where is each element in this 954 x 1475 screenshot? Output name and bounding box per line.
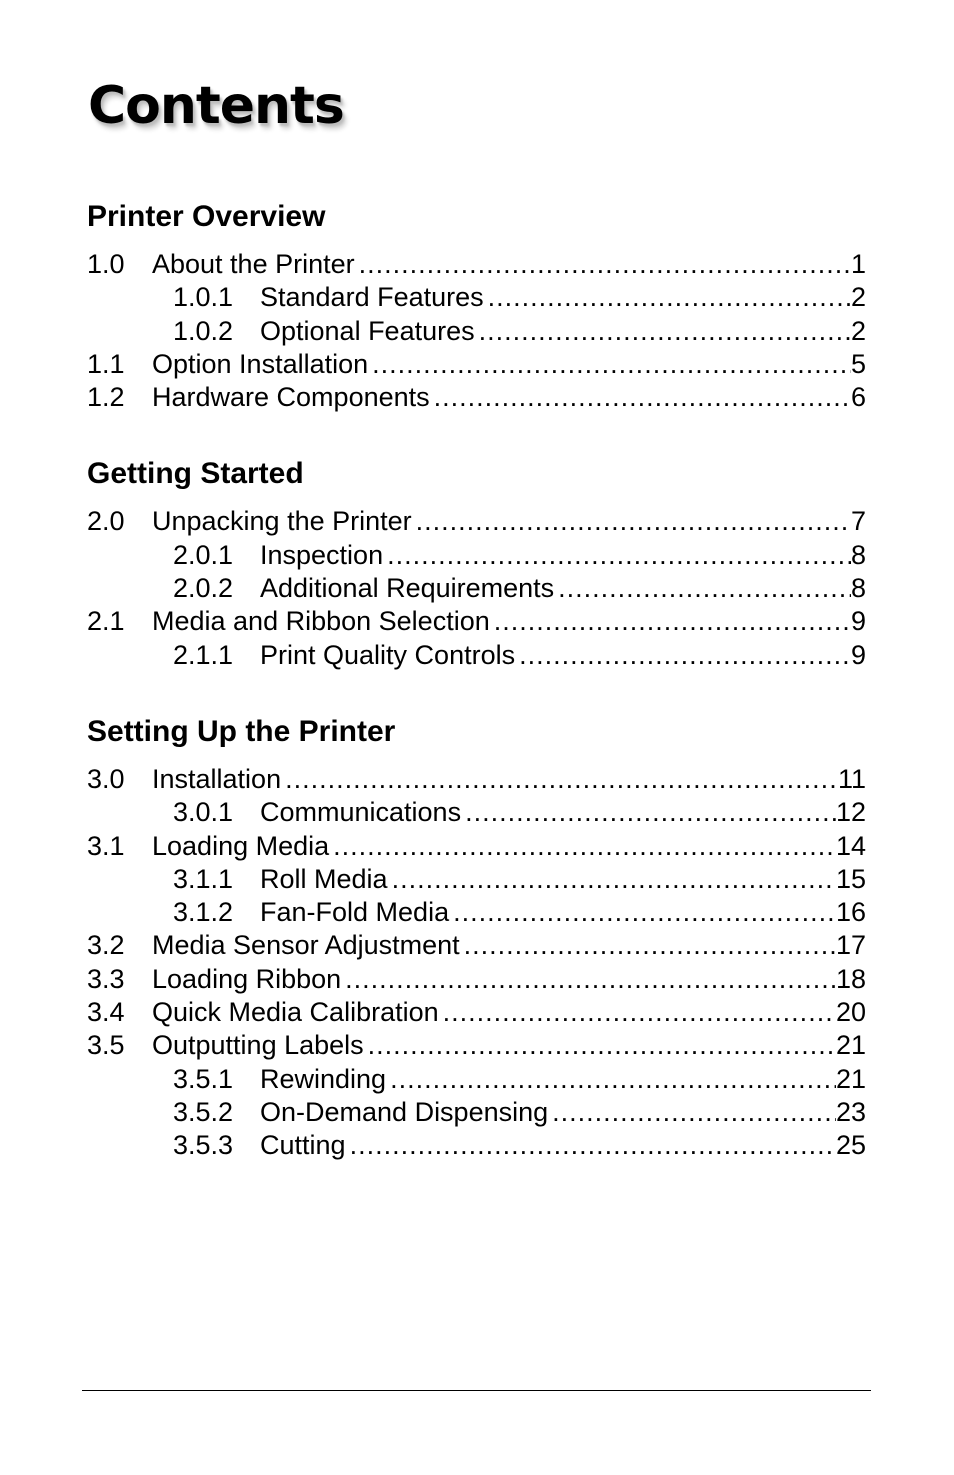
footer-divider (82, 1390, 871, 1391)
entry-title: Media and Ribbon Selection (152, 606, 490, 637)
dot-leader (434, 381, 851, 414)
entry-page-number: 21 (835, 1063, 866, 1094)
entry-number: 3.1.1 (173, 863, 234, 894)
toc-entry[interactable] (87, 863, 866, 896)
entry-number: 3.5 (87, 1030, 125, 1061)
dot-leader (494, 605, 851, 638)
dot-leader (464, 929, 836, 962)
entry-title: Loading Media (152, 830, 330, 861)
toc-entry[interactable] (87, 315, 866, 348)
table-of-contents (87, 195, 866, 1201)
entry-page-number: 25 (835, 1130, 866, 1161)
dot-leader (368, 1029, 836, 1062)
entry-title: Media Sensor Adjustment (152, 930, 460, 961)
entry-page-number: 8 (850, 539, 866, 570)
entry-title: Option Installation (152, 348, 369, 379)
dot-leader (390, 1063, 836, 1096)
toc-entry[interactable] (87, 1129, 866, 1162)
entry-number: 3.5.1 (173, 1063, 234, 1094)
entry-number: 3.2 (87, 930, 125, 961)
dot-leader (387, 539, 851, 572)
entry-page-number: 5 (850, 348, 866, 379)
dot-leader (359, 248, 851, 281)
entry-title: Rewinding (260, 1063, 387, 1094)
entry-title: Loading Ribbon (152, 963, 342, 994)
entry-number: 2.0.1 (173, 539, 234, 570)
entry-number: 3.1 (87, 830, 125, 861)
entry-number: 3.4 (87, 997, 125, 1028)
dot-leader (443, 996, 836, 1029)
dot-leader (392, 863, 836, 896)
dot-leader (519, 639, 851, 672)
entry-title: Optional Features (260, 315, 475, 346)
entry-title: Quick Media Calibration (152, 997, 439, 1028)
entry-page-number: 15 (835, 863, 866, 894)
dot-leader (465, 796, 836, 829)
entry-page-number: 21 (835, 1030, 866, 1061)
entry-page-number: 1 (850, 249, 866, 279)
entry-number: 1.0.2 (173, 315, 234, 346)
entry-title: Unpacking the Printer (152, 506, 412, 537)
entry-page-number: 23 (835, 1096, 866, 1127)
dot-leader (416, 505, 851, 538)
entry-title: On-Demand Dispensing (260, 1096, 549, 1127)
entry-page-number: 9 (850, 606, 866, 637)
dot-leader (552, 1096, 836, 1129)
entry-number: 3.0.1 (173, 797, 234, 828)
toc-entry[interactable] (87, 572, 866, 605)
entry-number: 2.0.2 (173, 573, 234, 604)
entry-number: 3.5.2 (173, 1096, 234, 1127)
dot-leader (345, 963, 836, 996)
entry-page-number: 16 (835, 897, 866, 928)
entry-number: 1.1 (87, 348, 125, 379)
page-title: Contents (88, 76, 344, 136)
entry-page-number: 2 (850, 315, 866, 346)
entry-number: 3.5.3 (173, 1130, 234, 1161)
toc-entry[interactable] (87, 896, 866, 929)
toc-entry[interactable] (87, 1063, 866, 1096)
entry-page-number: 17 (835, 930, 866, 961)
entry-title: Inspection (260, 539, 384, 570)
section-heading: Getting Started (87, 457, 304, 491)
section-heading: Setting Up the Printer (87, 714, 396, 748)
dot-leader (479, 315, 851, 348)
entry-title: About the Printer (152, 249, 355, 279)
toc-entry[interactable] (87, 1029, 866, 1062)
dot-leader (488, 281, 851, 314)
entry-page-number: 8 (850, 573, 866, 604)
dot-leader (333, 830, 836, 863)
toc-entry[interactable] (87, 996, 866, 1029)
entry-page-number: 18 (835, 963, 866, 994)
dot-leader (372, 348, 851, 381)
entry-number: 2.1 (87, 606, 125, 637)
entry-title: Additional Requirements (260, 573, 555, 604)
entry-title: Standard Features (260, 282, 484, 313)
entry-page-number: 9 (850, 639, 866, 670)
toc-entry[interactable] (87, 963, 866, 996)
entry-page-number: 11 (837, 763, 866, 794)
entry-title: Installation (152, 763, 282, 794)
entry-page-number: 12 (835, 797, 866, 828)
entry-title: Print Quality Controls (260, 639, 516, 670)
entry-page-number: 7 (850, 506, 866, 537)
entry-number: 3.1.2 (173, 897, 234, 928)
dot-leader (558, 572, 851, 605)
toc-section (87, 452, 866, 671)
section-heading: Printer Overview (87, 200, 326, 233)
dot-leader (453, 896, 836, 929)
toc-entry[interactable] (87, 348, 866, 381)
entry-number: 1.0 (87, 249, 125, 279)
toc-entry[interactable] (87, 381, 866, 414)
toc-entry[interactable] (87, 639, 866, 672)
entry-page-number: 14 (835, 830, 866, 861)
entry-title: Hardware Components (152, 382, 430, 413)
toc-entry[interactable] (87, 763, 866, 796)
entry-title: Cutting (260, 1130, 346, 1161)
toc-entry[interactable] (87, 539, 866, 572)
toc-section (87, 710, 866, 1163)
entry-number: 2.0 (87, 506, 125, 537)
entry-title: Roll Media (260, 863, 388, 894)
toc-entry[interactable] (87, 1096, 866, 1129)
entry-number: 1.0.1 (173, 282, 234, 313)
entry-title: Outputting Labels (152, 1030, 364, 1061)
toc-entry[interactable] (87, 505, 866, 538)
toc-section (87, 195, 866, 414)
entry-number: 3.3 (87, 963, 125, 994)
entry-page-number: 6 (850, 382, 866, 413)
toc-entry[interactable] (87, 796, 866, 829)
toc-entry[interactable] (87, 830, 866, 863)
entry-number: 1.2 (87, 382, 125, 413)
entry-title: Communications (260, 797, 462, 828)
entry-number: 3.0 (87, 763, 125, 794)
toc-entry[interactable] (87, 281, 866, 314)
toc-entry[interactable] (87, 929, 866, 962)
entry-page-number: 2 (850, 282, 866, 313)
entry-number: 2.1.1 (173, 639, 234, 670)
entry-title: Fan-Fold Media (260, 897, 450, 928)
dot-leader (285, 763, 838, 796)
toc-entry[interactable] (87, 248, 866, 281)
toc-entry[interactable] (87, 605, 866, 638)
dot-leader (350, 1129, 836, 1162)
entry-page-number: 20 (835, 997, 866, 1028)
